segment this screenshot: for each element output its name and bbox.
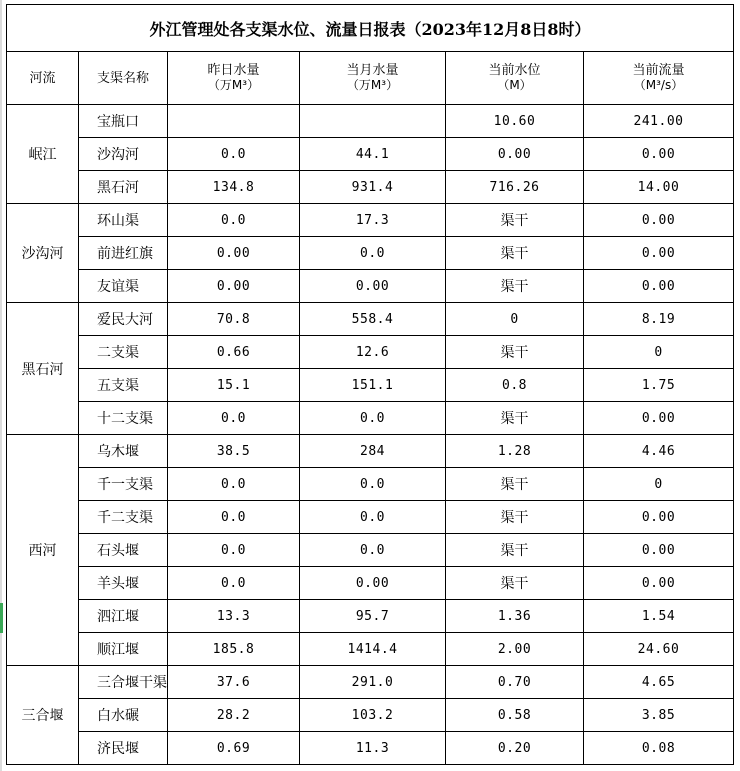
current-flow-cell[interactable]: 0 [584,336,734,369]
yesterday-volume-cell[interactable]: 0.69 [168,732,300,765]
current-level-cell[interactable]: 渠干 [446,468,584,501]
yesterday-volume-cell[interactable]: 0.0 [168,138,300,171]
current-level-cell[interactable]: 2.00 [446,633,584,666]
yesterday-volume-cell[interactable]: 0.0 [168,468,300,501]
branch-name-cell[interactable]: 十二支渠 [79,402,168,435]
branch-name-cell[interactable]: 石头堰 [79,534,168,567]
table-row [7,369,734,402]
table-row [7,105,734,138]
yesterday-volume-cell[interactable]: 15.1 [168,369,300,402]
table-row [7,501,734,534]
river-cell[interactable]: 沙沟河 [7,204,79,303]
branch-name-cell[interactable]: 乌木堰 [79,435,168,468]
current-flow-cell[interactable]: 1.54 [584,600,734,633]
month-volume-cell[interactable]: 0.0 [300,402,446,435]
yesterday-volume-cell[interactable]: 0.0 [168,402,300,435]
current-level-cell[interactable]: 0.8 [446,369,584,402]
current-level-cell[interactable]: 0.58 [446,699,584,732]
month-volume-cell[interactable]: 151.1 [300,369,446,402]
table-row [7,270,734,303]
table-row [7,237,734,270]
table-row [7,336,734,369]
current-flow-cell[interactable]: 0.00 [584,567,734,600]
header-branch-name[interactable]: 支渠名称 [79,52,168,105]
yesterday-volume-cell[interactable]: 0.00 [168,270,300,303]
table-row [7,303,734,336]
branch-name-cell[interactable]: 沙沟河 [79,138,168,171]
branch-name-cell[interactable]: 顺江堰 [79,633,168,666]
yesterday-volume-cell[interactable]: 28.2 [168,699,300,732]
table-row [7,435,734,468]
table-row [7,171,734,204]
yesterday-volume-cell[interactable]: 0.0 [168,534,300,567]
table-row [7,204,734,237]
branch-name-cell[interactable]: 三合堰干渠 [79,666,168,699]
table-row [7,402,734,435]
branch-name-cell[interactable]: 友谊渠 [79,270,168,303]
branch-name-cell[interactable]: 白水碾 [79,699,168,732]
current-flow-cell[interactable]: 0.00 [584,204,734,237]
current-flow-cell[interactable]: 0.00 [584,501,734,534]
header-river[interactable]: 河流 [7,52,79,105]
current-level-cell[interactable]: 渠干 [446,336,584,369]
current-flow-cell[interactable]: 0.00 [584,534,734,567]
current-level-cell[interactable]: 10.60 [446,105,584,138]
current-level-cell[interactable]: 716.26 [446,171,584,204]
water-report-table [6,4,734,765]
header-yesterday-label: 昨日水量 [207,63,260,78]
table-row [7,468,734,501]
current-level-cell[interactable]: 0 [446,303,584,336]
current-level-cell[interactable]: 渠干 [446,402,584,435]
current-flow-cell[interactable]: 14.00 [584,171,734,204]
month-volume-cell[interactable]: 44.1 [300,138,446,171]
header-month-volume[interactable] [300,52,446,105]
month-volume-cell[interactable]: 0.0 [300,501,446,534]
branch-name-cell[interactable]: 二支渠 [79,336,168,369]
branch-name-cell[interactable]: 千一支渠 [79,468,168,501]
current-level-cell[interactable]: 1.28 [446,435,584,468]
yesterday-volume-cell[interactable]: 0.0 [168,501,300,534]
header-flow-unit: （M³/s） [633,78,684,92]
month-volume-cell[interactable]: 1414.4 [300,633,446,666]
table-row [7,732,734,765]
yesterday-volume-cell[interactable]: 185.8 [168,633,300,666]
table-row [7,666,734,699]
yesterday-volume-cell[interactable]: 37.6 [168,666,300,699]
header-month-unit: （万M³） [346,78,399,92]
header-yesterday-unit: （万M³） [207,78,260,92]
current-level-cell[interactable]: 0.00 [446,138,584,171]
current-flow-cell[interactable]: 0.00 [584,237,734,270]
current-flow-cell[interactable]: 4.46 [584,435,734,468]
yesterday-volume-cell[interactable]: 0.00 [168,237,300,270]
month-volume-cell[interactable]: 284 [300,435,446,468]
report-title[interactable]: 外江管理处各支渠水位、流量日报表（2023年12月8日8时） [7,5,734,52]
table-row [7,534,734,567]
current-level-cell[interactable]: 渠干 [446,237,584,270]
current-flow-cell[interactable]: 1.75 [584,369,734,402]
current-level-cell[interactable]: 渠干 [446,270,584,303]
current-level-cell[interactable]: 渠干 [446,501,584,534]
river-cell[interactable]: 黑石河 [7,303,79,435]
table-row [7,138,734,171]
yesterday-volume-cell[interactable]: 38.5 [168,435,300,468]
header-yesterday-volume[interactable] [168,52,300,105]
yesterday-volume-cell[interactable]: 0.66 [168,336,300,369]
current-level-cell[interactable]: 渠干 [446,204,584,237]
month-volume-cell[interactable]: 0.0 [300,534,446,567]
yesterday-volume-cell[interactable]: 0.0 [168,567,300,600]
yesterday-volume-cell[interactable] [168,105,300,138]
current-flow-cell[interactable]: 241.00 [584,105,734,138]
header-month-label: 当月水量 [346,63,399,78]
month-volume-cell[interactable]: 0.00 [300,567,446,600]
month-volume-cell[interactable]: 11.3 [300,732,446,765]
river-cell[interactable]: 岷江 [7,105,79,204]
yesterday-volume-cell[interactable]: 13.3 [168,600,300,633]
month-volume-cell[interactable] [300,105,446,138]
yesterday-volume-cell[interactable]: 70.8 [168,303,300,336]
header-flow-label: 当前流量 [632,63,685,78]
month-volume-cell[interactable]: 95.7 [300,600,446,633]
current-flow-cell[interactable]: 0 [584,468,734,501]
yesterday-volume-cell[interactable]: 134.8 [168,171,300,204]
branch-name-cell[interactable]: 千二支渠 [79,501,168,534]
month-volume-cell[interactable]: 931.4 [300,171,446,204]
current-level-cell[interactable]: 渠干 [446,534,584,567]
current-flow-cell[interactable]: 0.00 [584,138,734,171]
current-flow-cell[interactable]: 4.65 [584,666,734,699]
branch-name-cell[interactable]: 泗江堰 [79,600,168,633]
month-volume-cell[interactable]: 558.4 [300,303,446,336]
header-current-flow[interactable] [584,52,734,105]
current-level-cell[interactable]: 渠干 [446,567,584,600]
table-row [7,699,734,732]
river-cell[interactable]: 西河 [7,435,79,666]
branch-name-cell[interactable]: 黑石河 [79,171,168,204]
table-row [7,633,734,666]
month-volume-cell[interactable]: 17.3 [300,204,446,237]
current-level-cell[interactable]: 0.20 [446,732,584,765]
current-flow-cell[interactable]: 24.60 [584,633,734,666]
branch-name-cell[interactable]: 宝瓶口 [79,105,168,138]
current-flow-cell[interactable]: 0.08 [584,732,734,765]
current-level-cell[interactable]: 0.70 [446,666,584,699]
table-row [7,600,734,633]
branch-name-cell[interactable]: 羊头堰 [79,567,168,600]
header-level-label: 当前水位 [488,63,541,78]
current-flow-cell[interactable]: 3.85 [584,699,734,732]
month-volume-cell[interactable]: 103.2 [300,699,446,732]
current-flow-cell[interactable]: 0.00 [584,402,734,435]
branch-name-cell[interactable]: 前进红旗 [79,237,168,270]
branch-name-cell[interactable]: 环山渠 [79,204,168,237]
current-flow-cell[interactable]: 0.00 [584,270,734,303]
row-selection-marker [0,603,3,633]
yesterday-volume-cell[interactable]: 0.0 [168,204,300,237]
branch-name-cell[interactable]: 爱民大河 [79,303,168,336]
month-volume-cell[interactable]: 291.0 [300,666,446,699]
month-volume-cell[interactable]: 0.0 [300,468,446,501]
month-volume-cell[interactable]: 12.6 [300,336,446,369]
header-level-unit: （M） [497,78,532,92]
branch-name-cell[interactable]: 五支渠 [79,369,168,402]
table-row [7,567,734,600]
river-cell[interactable]: 三合堰 [7,666,79,765]
header-current-level[interactable] [446,52,584,105]
month-volume-cell[interactable]: 0.00 [300,270,446,303]
month-volume-cell[interactable]: 0.0 [300,237,446,270]
branch-name-cell[interactable]: 济民堰 [79,732,168,765]
current-flow-cell[interactable]: 8.19 [584,303,734,336]
current-level-cell[interactable]: 1.36 [446,600,584,633]
